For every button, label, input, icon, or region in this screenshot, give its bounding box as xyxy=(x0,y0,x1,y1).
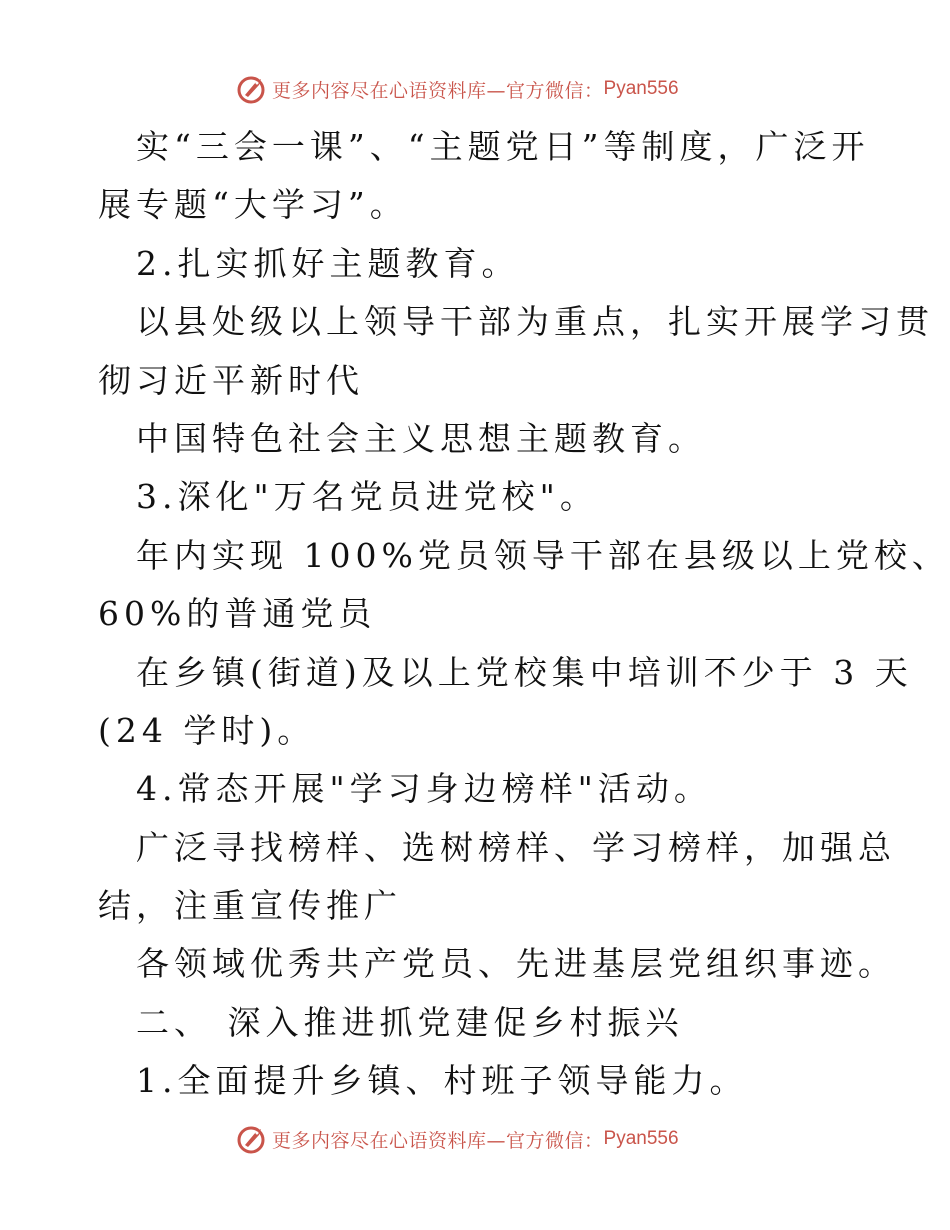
text-line: 广泛寻找榜样、选树榜样、学习榜样，加强总 xyxy=(136,827,896,867)
watermark-wechat-id: Pyan556 xyxy=(603,1128,679,1149)
text-line: 二、 深入推进抓党建促乡村振兴 xyxy=(136,1002,684,1042)
header-watermark xyxy=(236,72,679,106)
text-line: 各领域优秀共产党员、先进基层党组织事迹。 xyxy=(136,944,896,984)
text-line: 展专题“大学习”。 xyxy=(98,185,408,225)
watermark-wechat-id: Pyan556 xyxy=(603,78,679,99)
text-line: 中国特色社会主义思想主题教育。 xyxy=(136,418,706,458)
text-line: 4.常态开展"学习身边榜样"活动。 xyxy=(136,769,712,809)
watermark-text: 更多内容尽在心语资料库—官方微信： xyxy=(272,1129,604,1152)
pen-nib-circle-icon xyxy=(236,73,268,105)
pen-nib-circle-icon xyxy=(236,1123,268,1155)
text-line: 3.深化"万名党员进党校"。 xyxy=(136,477,598,517)
text-line: 年内实现 100%党员领导干部在县级以上党校、 xyxy=(136,535,950,575)
text-line: 结，注重宣传推广 xyxy=(98,886,402,926)
document-body xyxy=(98,118,950,1111)
watermark-text: 更多内容尽在心语资料库—官方微信： xyxy=(272,79,604,102)
text-line: 1.全面提升乡镇、村班子领导能力。 xyxy=(136,1061,748,1101)
footer-watermark xyxy=(236,1122,679,1156)
text-line: 2.扎实抓好主题教育。 xyxy=(136,243,520,283)
text-line: 实“三会一课”、“主题党日”等制度，广泛开 xyxy=(136,127,870,166)
text-line: (24 学时)。 xyxy=(98,710,316,750)
text-line: 60%的普通党员 xyxy=(98,594,377,634)
text-line: 以县处级以上领导干部为重点，扎实开展学习贯 xyxy=(136,302,934,342)
text-line: 彻习近平新时代 xyxy=(98,360,364,400)
text-line: 在乡镇(街道)及以上党校集中培训不少于 3 天 xyxy=(136,652,913,692)
